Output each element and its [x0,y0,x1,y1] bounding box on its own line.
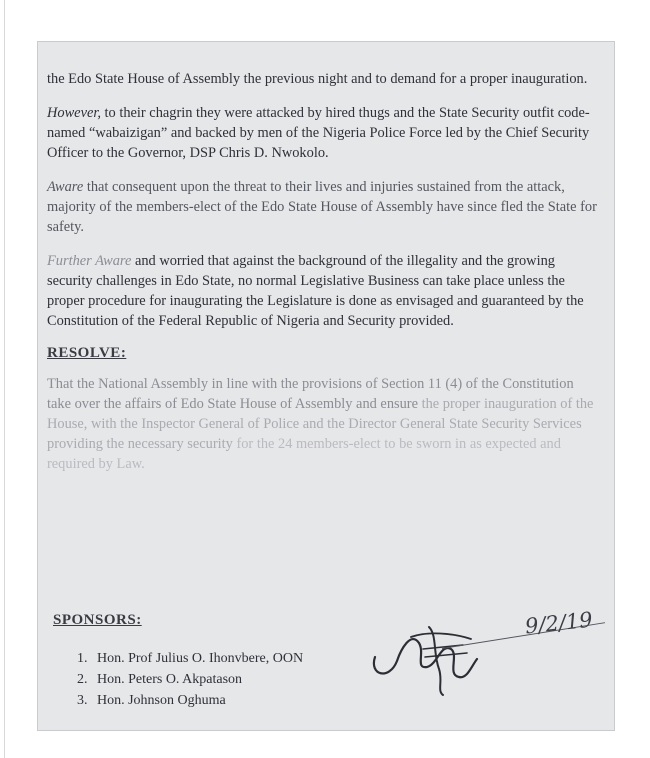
paragraph-aware-lead: Aware [47,179,84,195]
paragraph-however-text: to their chagrin they were attacked by hired thugs and the State Security outfit code-named “wabaizigan” and backed by men of the Nigeria Police Force led by the Chief Security Officer to the Governor, DSP Chris D. Nwokolo. [47,105,590,161]
sponsor-item: 3. Hon. Johnson Oghuma [77,693,226,708]
resolve-heading: RESOLVE: [47,345,127,361]
handwritten-signature [367,609,487,699]
resolve-text-part3: for the 24 members-elect to be sworn in as expected and required by Law. [47,436,561,472]
paragraph-further-aware-lead: Further Aware [47,253,132,269]
resolve-text-part1: That the National Assembly in line with the provisions of Section 11 (4) of the Constitution take over the affairs of Edo State House of Assembly and ensure [47,376,574,412]
document-body [47,69,600,488]
paragraph-further-aware-text: and worried that against the background of the illegality and the growing security challenges in Edo State, no normal Legislative Business can take place unless the proper procedure for inaugurating the Legislature is done as envisaged and guaranteed by the Constitution of the Federal Republic of Nigeria and Security provided. [47,253,584,329]
handwritten-date: 9/2/19 [523,607,594,639]
scanned-document-page [37,41,615,731]
sponsor-list [77,648,303,711]
sponsor-item: 2. Hon. Peters O. Akpatason [77,672,243,687]
resolve-paragraph [47,374,600,474]
paragraph-further-aware [47,251,600,331]
sponsors-heading: SPONSORS: [53,612,142,628]
page-edge-line [4,0,5,758]
paragraph-however [47,103,600,163]
paragraph-1-text: the Edo State House of Assembly the previous night and to demand for a proper inauguration. [47,71,588,87]
paragraph-aware-text: that consequent upon the threat to their lives and injuries sustained from the attack, majority of the members-elect of the Edo State House of Assembly have since fled the State for safety. [47,179,597,235]
sponsor-item: 1. Hon. Prof Julius O. Ihonvbere, OON [77,651,304,666]
paragraph-however-lead: However, [47,105,101,121]
paragraph-aware [47,177,600,237]
resolve-text-part2: the proper inauguration of the House, with the Inspector General of Police and the Director General State Security Services providing the necessary security [47,396,594,452]
paragraph-1 [47,69,600,89]
